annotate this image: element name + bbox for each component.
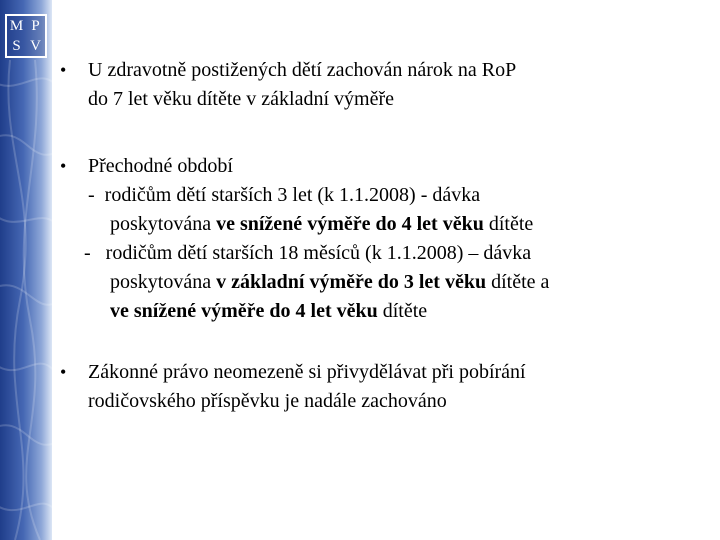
bullet-dot: • — [60, 362, 67, 382]
bullet-dot: • — [60, 156, 67, 176]
dash: - — [84, 242, 91, 264]
sub-text: dítěte — [377, 300, 428, 322]
bullet-dot: • — [60, 60, 67, 80]
sub-item — [88, 181, 700, 239]
bullet-item — [60, 358, 700, 416]
logo-letter: M — [9, 18, 24, 34]
sub-text: poskytována — [110, 271, 217, 293]
bullet-line: Zákonné právo neomezeně si přivydělávat při pobírání — [88, 361, 526, 383]
bullet-line: do 7 let věku dítěte v základní výměře — [88, 88, 395, 110]
logo-letter: P — [31, 18, 40, 34]
bullet-line: U zdravotně postižených dětí zachován nárok na RoP — [88, 59, 517, 81]
sub-text: dítěte a — [486, 271, 550, 293]
bullet-heading: Přechodné období — [88, 155, 233, 177]
sub-text: rodičům dětí starších 3 let (k 1.1.2008) - dávka — [104, 184, 481, 206]
slide-content — [60, 56, 700, 416]
decorative-sidebar — [0, 0, 52, 540]
bullet-item — [60, 56, 700, 114]
sub-text: poskytována — [110, 213, 217, 235]
sidebar-pattern — [0, 0, 52, 540]
bold-text: v základní výměře do 3 let věku — [216, 271, 487, 293]
bold-text: ve snížené výměře do 4 let věku — [110, 300, 378, 322]
logo-letter: V — [30, 38, 41, 54]
bullet-item — [60, 152, 700, 326]
bold-text: ve snížené výměře do 4 let věku — [216, 213, 484, 235]
sub-text: dítěte — [483, 213, 534, 235]
sub-item — [84, 239, 700, 326]
mpsv-logo — [5, 14, 47, 58]
dash: - — [88, 184, 95, 206]
bullet-line: rodičovského příspěvku je nadále zachováno — [88, 390, 447, 412]
sub-text: rodičům dětí starších 18 měsíců (k 1.1.2008) – dávka — [105, 242, 532, 264]
logo-letter: S — [12, 38, 21, 54]
